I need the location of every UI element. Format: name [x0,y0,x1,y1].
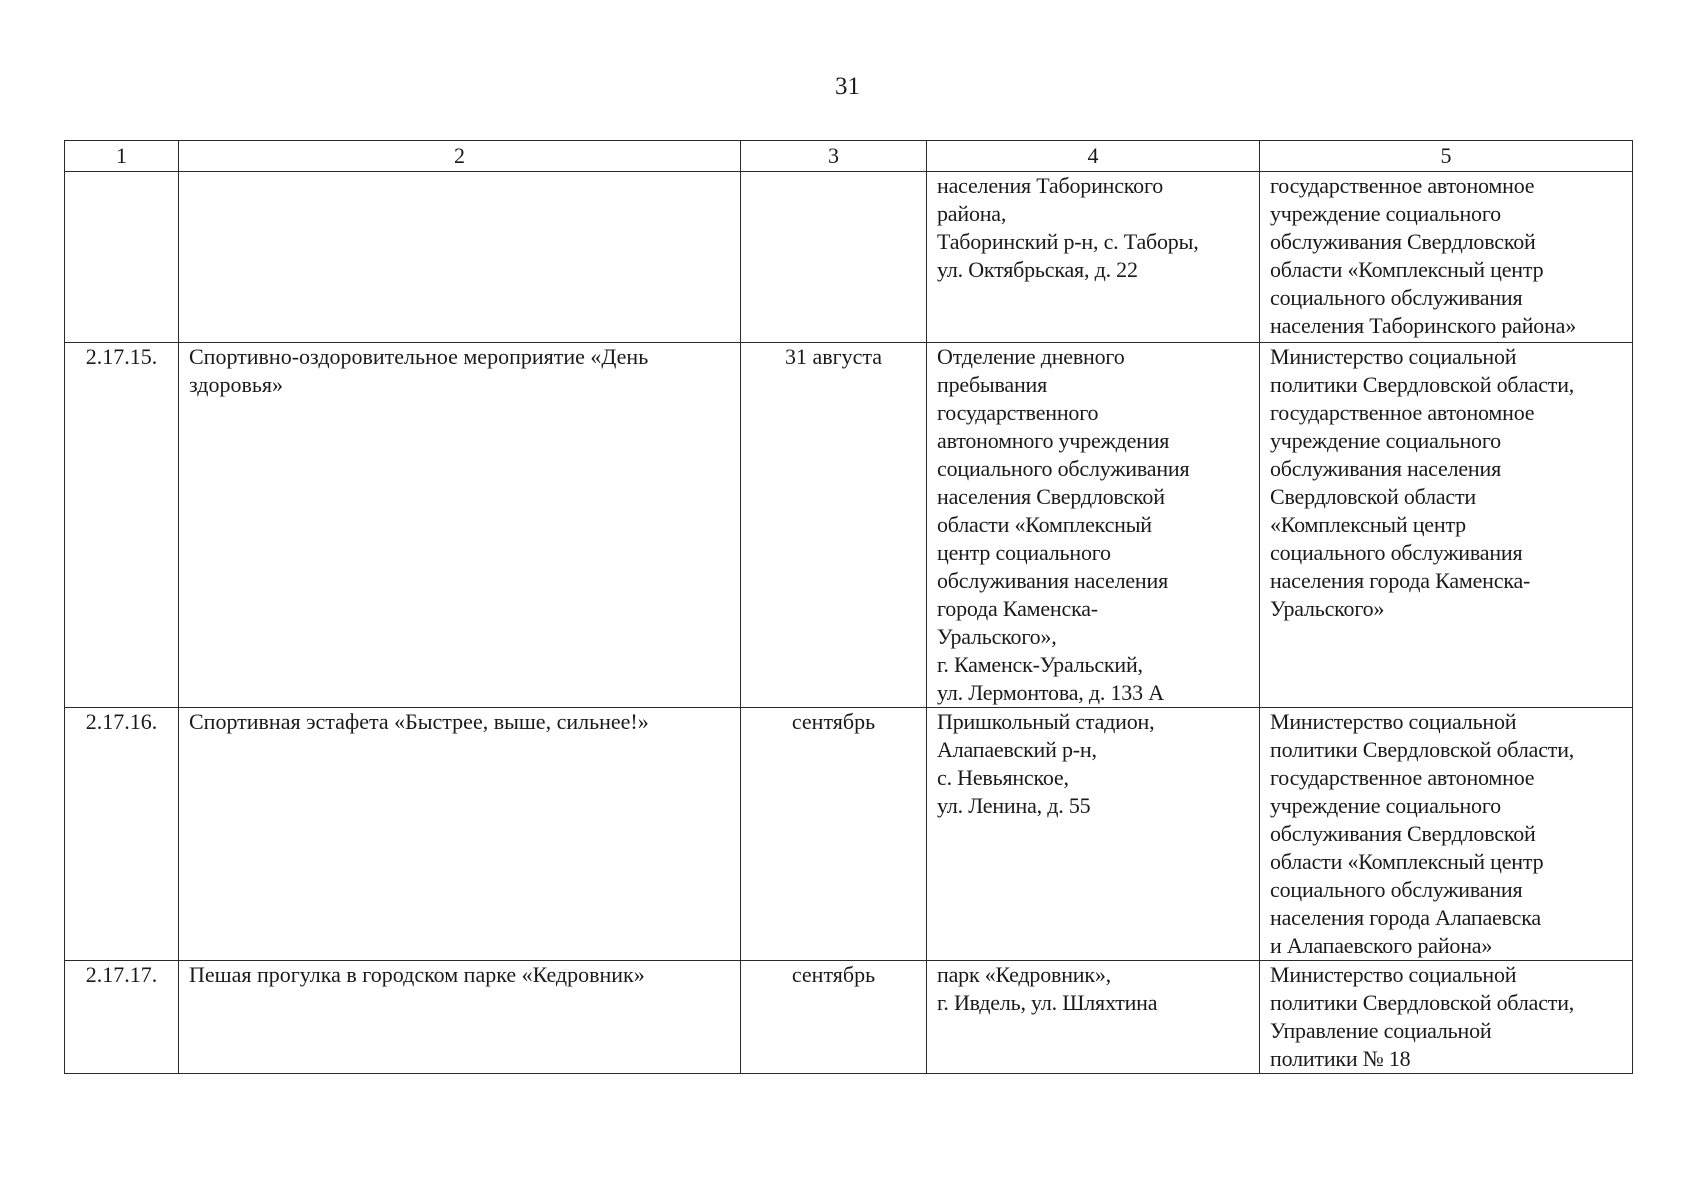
cell-text-line: государственное автономное [1270,400,1535,425]
date-cell [741,172,927,343]
cell-text-line: социального обслуживания [937,456,1190,481]
column-header-2: 2 [179,141,741,172]
table-row [65,708,1633,961]
cell-text-line: области «Комплексный центр [1270,849,1544,874]
cell-text-line: обслуживания населения [1270,456,1501,481]
cell-text-line: центр социального [937,540,1111,565]
cell-text-line: Управление социальной [1270,1018,1492,1043]
column-header-4: 4 [927,141,1260,172]
cell-text-line: социального обслуживания [1270,877,1523,902]
venue-cell [927,961,1260,1074]
cell-text-line: Отделение дневного [937,344,1125,369]
cell-text-line: с. Невьянское, [937,765,1069,790]
organizer-cell [1260,708,1633,961]
cell-text-line: учреждение социального [1270,201,1501,226]
organizer-cell [1260,172,1633,343]
cell-text-line: населения Таборинского [937,173,1164,198]
cell-text-line: обслуживания Свердловской [1270,229,1536,254]
row-number-cell: 2.17.16. [65,708,179,961]
cell-text-line: населения Свердловской [937,484,1165,509]
cell-text-line: Спортивная эстафета «Быстрее, выше, сильнее!» [189,709,649,734]
row-number-cell: 2.17.15. [65,343,179,708]
cell-text-line: Министерство социальной [1270,962,1517,987]
cell-text-line: г. Ивдель, ул. Шляхтина [937,990,1158,1015]
event-name-cell [179,708,741,961]
cell-text-line: Министерство социальной [1270,709,1517,734]
cell-text-line: Уральского», [937,624,1057,649]
cell-text-line: населения Таборинского района» [1270,313,1577,338]
row-number-cell [65,172,179,343]
column-header-1: 1 [65,141,179,172]
table-row [65,343,1633,708]
date-cell: 31 августа [741,343,927,708]
venue-cell [927,343,1260,708]
cell-text-line: государственное автономное [1270,765,1535,790]
row-number-cell: 2.17.17. [65,961,179,1074]
cell-text-line: района, [937,201,1007,226]
cell-text-line: Пешая прогулка в городском парке «Кедровник» [189,962,645,987]
cell-text-line: автономного учреждения [937,428,1170,453]
cell-text-line: области «Комплексный [937,512,1152,537]
cell-text-line: области «Комплексный центр [1270,257,1544,282]
cell-text-line: города Каменска- [937,596,1098,621]
cell-text-line: населения города Алапаевска [1270,905,1541,930]
cell-text-line: Спортивно-оздоровительное мероприятие «День [189,344,649,369]
event-name-cell [179,961,741,1074]
table-row [65,172,1633,343]
event-name-cell [179,172,741,343]
venue-cell [927,708,1260,961]
cell-text-line: г. Каменск-Уральский, [937,652,1143,677]
cell-text-line: здоровья» [189,372,284,397]
cell-text-line: политики Свердловской области, [1270,372,1575,397]
cell-text-line: обслуживания Свердловской [1270,821,1536,846]
header-row [65,141,1633,172]
cell-text-line: «Комплексный центр [1270,512,1466,537]
cell-text-line: государственного [937,400,1099,425]
cell-text-line: Пришкольный стадион, [937,709,1155,734]
cell-text-line: парк «Кедровник», [937,962,1111,987]
date-cell: сентябрь [741,708,927,961]
cell-text-line: политики Свердловской области, [1270,990,1575,1015]
table-header [65,141,1633,172]
cell-text-line: ул. Ленина, д. 55 [937,793,1091,818]
cell-text-line: пребывания [937,372,1048,397]
column-header-3: 3 [741,141,927,172]
cell-text-line: Уральского» [1270,596,1385,621]
cell-text-line: Министерство социальной [1270,344,1517,369]
cell-text-line: Таборинский р-н, с. Таборы, [937,229,1199,254]
event-name-cell [179,343,741,708]
cell-text-line: Свердловской области [1270,484,1476,509]
cell-text-line: обслуживания населения [937,568,1168,593]
cell-text-line: государственное автономное [1270,173,1535,198]
cell-text-line: ул. Лермонтова, д. 133 А [937,680,1164,705]
page-number: 31 [835,73,860,100]
organizer-cell [1260,343,1633,708]
column-header-5: 5 [1260,141,1633,172]
cell-text-line: ул. Октябрьская, д. 22 [937,257,1138,282]
events-table [64,140,1633,1074]
cell-text-line: населения города Каменска- [1270,568,1531,593]
organizer-cell [1260,961,1633,1074]
table-row [65,961,1633,1074]
cell-text-line: политики Свердловской области, [1270,737,1575,762]
venue-cell [927,172,1260,343]
date-cell: сентябрь [741,961,927,1074]
cell-text-line: социального обслуживания [1270,540,1523,565]
cell-text-line: учреждение социального [1270,793,1501,818]
cell-text-line: учреждение социального [1270,428,1501,453]
cell-text-line: социального обслуживания [1270,285,1523,310]
cell-text-line: политики № 18 [1270,1046,1411,1071]
table-body [65,172,1633,1074]
cell-text-line: и Алапаевского района» [1270,933,1493,958]
cell-text-line: Алапаевский р-н, [937,737,1097,762]
